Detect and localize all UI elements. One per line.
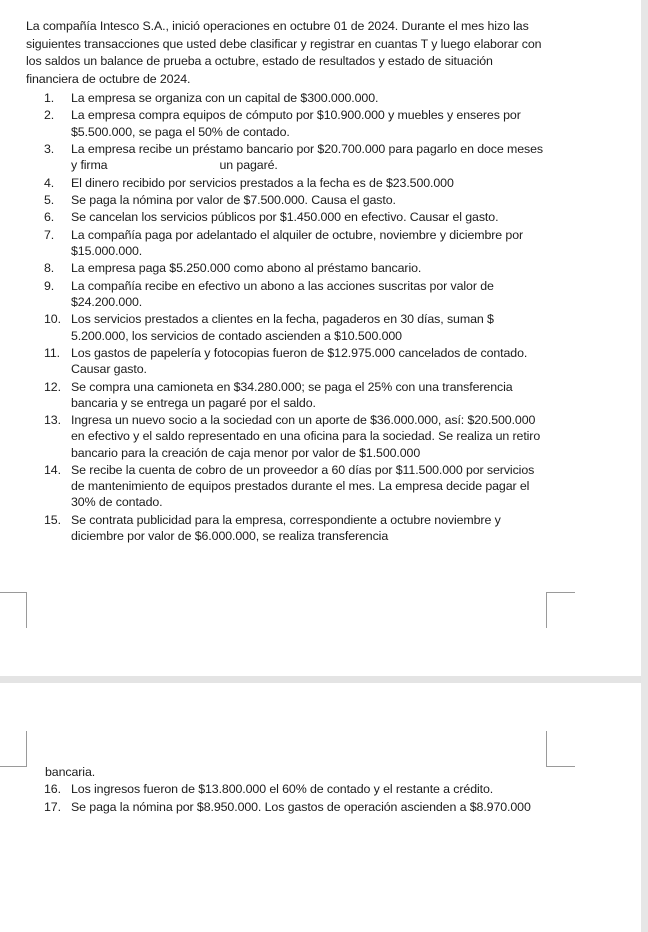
list-item-number: 3.	[44, 141, 55, 156]
list-item-number: 1.	[44, 91, 55, 105]
list-item	[26, 311, 548, 343]
list-item-text: Los ingresos fueron de $13.800.000 el 60% de contado y el restante a crédito.	[71, 782, 494, 797]
list-item-number: 5.	[44, 192, 55, 207]
list-item-number: 15.	[44, 512, 61, 527]
page-2-content	[26, 764, 548, 816]
list-item-number: 16.	[44, 782, 61, 797]
list-item-text: Se contrata publicidad para la empresa, correspondiente a octubre noviembre y diciembre por valor de $6.000.000, se realiza transferencia	[71, 512, 501, 543]
list-item-number: 14.	[44, 462, 61, 477]
list-item-number: 4.	[44, 175, 55, 190]
continuation-text: bancaria.	[45, 765, 96, 779]
list-item-text: Se compra una camioneta en $34.280.000; se paga el 25% con una transferencia bancaria y se entrega un pagaré por el saldo.	[71, 379, 513, 410]
list-item	[26, 379, 548, 411]
list-item-number: 7.	[44, 227, 55, 242]
list-item-text: La empresa se organiza con un capital de $300.000.000.	[71, 91, 379, 105]
list-item	[26, 799, 548, 815]
list-item-text: La empresa compra equipos de cómputo por $10.900.000 y muebles y enseres por $5.500.000, se paga el 50% de contado.	[71, 108, 521, 139]
list-item-text: Se recibe la cuenta de cobro de un proveedor a 60 días por $11.500.000 por servicios de mantenimiento de equipos prestados durante el mes. La empresa decide pagar el 30% de contado.	[71, 462, 535, 510]
list-item-number: 11.	[44, 345, 61, 360]
list-item-text	[71, 141, 548, 173]
list-item	[26, 107, 548, 139]
list-item	[26, 192, 548, 208]
list-item-text: El dinero recibido por servicios prestados a la fecha es de $23.500.000	[71, 175, 454, 190]
list-item	[26, 278, 548, 310]
list-item	[26, 90, 548, 106]
list-item-text: Se paga la nómina por valor de $7.500.000. Causa el gasto.	[71, 192, 396, 207]
list-item	[26, 512, 548, 544]
list-item	[26, 175, 548, 191]
list-item-number: 8.	[44, 261, 55, 276]
list-item	[26, 141, 548, 173]
list-item-number: 13.	[44, 413, 61, 428]
list-item-text: Los gastos de papelería y fotocopias fueron de $12.975.000 cancelados de contado. Causar gasto.	[71, 345, 528, 377]
list-item-text: Se cancelan los servicios públicos por $1.450.000 en efectivo. Causar el gasto.	[71, 210, 499, 225]
transactions-list-page-2	[26, 781, 548, 815]
list-item-number: 17.	[44, 799, 61, 814]
list-item	[26, 462, 548, 511]
list-item-text: La compañía recibe en efectivo un abono a las acciones suscritas por valor de $24.200.000.	[71, 278, 494, 309]
list-item	[26, 412, 548, 461]
list-item-number: 12.	[44, 379, 61, 394]
page-separator	[0, 676, 648, 683]
list-item-text: Los servicios prestados a clientes en la fecha, pagaderos en 30 días, suman $ 5.200.000, los servicios de contado ascienden a $10.500.000	[71, 312, 494, 343]
list-item-text-before-gap: La empresa recibe un préstamo bancario por $20.700.000 para pagarlo en doce meses y firma	[71, 141, 544, 173]
list-item-text: La compañía paga por adelantado el alquiler de octubre, noviembre y diciembre por $15.000.000.	[71, 227, 524, 258]
list-item-number: 10.	[44, 312, 61, 327]
list-item-text: La empresa paga $5.250.000 como abono al préstamo bancario.	[71, 261, 422, 276]
list-item-text: Se paga la nómina por $8.950.000. Los gastos de operación ascienden a $8.970.000	[71, 799, 531, 814]
list-item-text: Ingresa un nuevo socio a la sociedad con un aporte de $36.000.000, así: $20.500.000 en efectivo y el saldo representado en una oficina para la sociedad. Se realiza un retiro bancario para la creación de caja menor por valor de $1.500.000	[71, 413, 541, 460]
list-item-number: 6.	[44, 210, 55, 225]
intro-paragraph: La compañía Intesco S.A., inició operaciones en octubre 01 de 2024. Durante el mes hizo las siguientes transacciones que usted debe clasificar y registrar en cuantas T y luego elaborar con los saldos un balance de prueba a octubre, estado de resultados y estado de situación financiera de octubre de 2024.	[26, 19, 542, 86]
list-item	[26, 209, 548, 225]
transactions-list-page-1	[26, 90, 548, 545]
list-item	[26, 781, 548, 797]
list-item	[26, 260, 548, 276]
list-item-text-after-gap: un pagaré.	[219, 158, 278, 173]
list-item	[26, 345, 548, 377]
list-item	[26, 227, 548, 259]
list-item-number: 9.	[44, 278, 55, 293]
list-item-number: 2.	[44, 108, 55, 123]
viewport-gutter	[641, 0, 648, 932]
